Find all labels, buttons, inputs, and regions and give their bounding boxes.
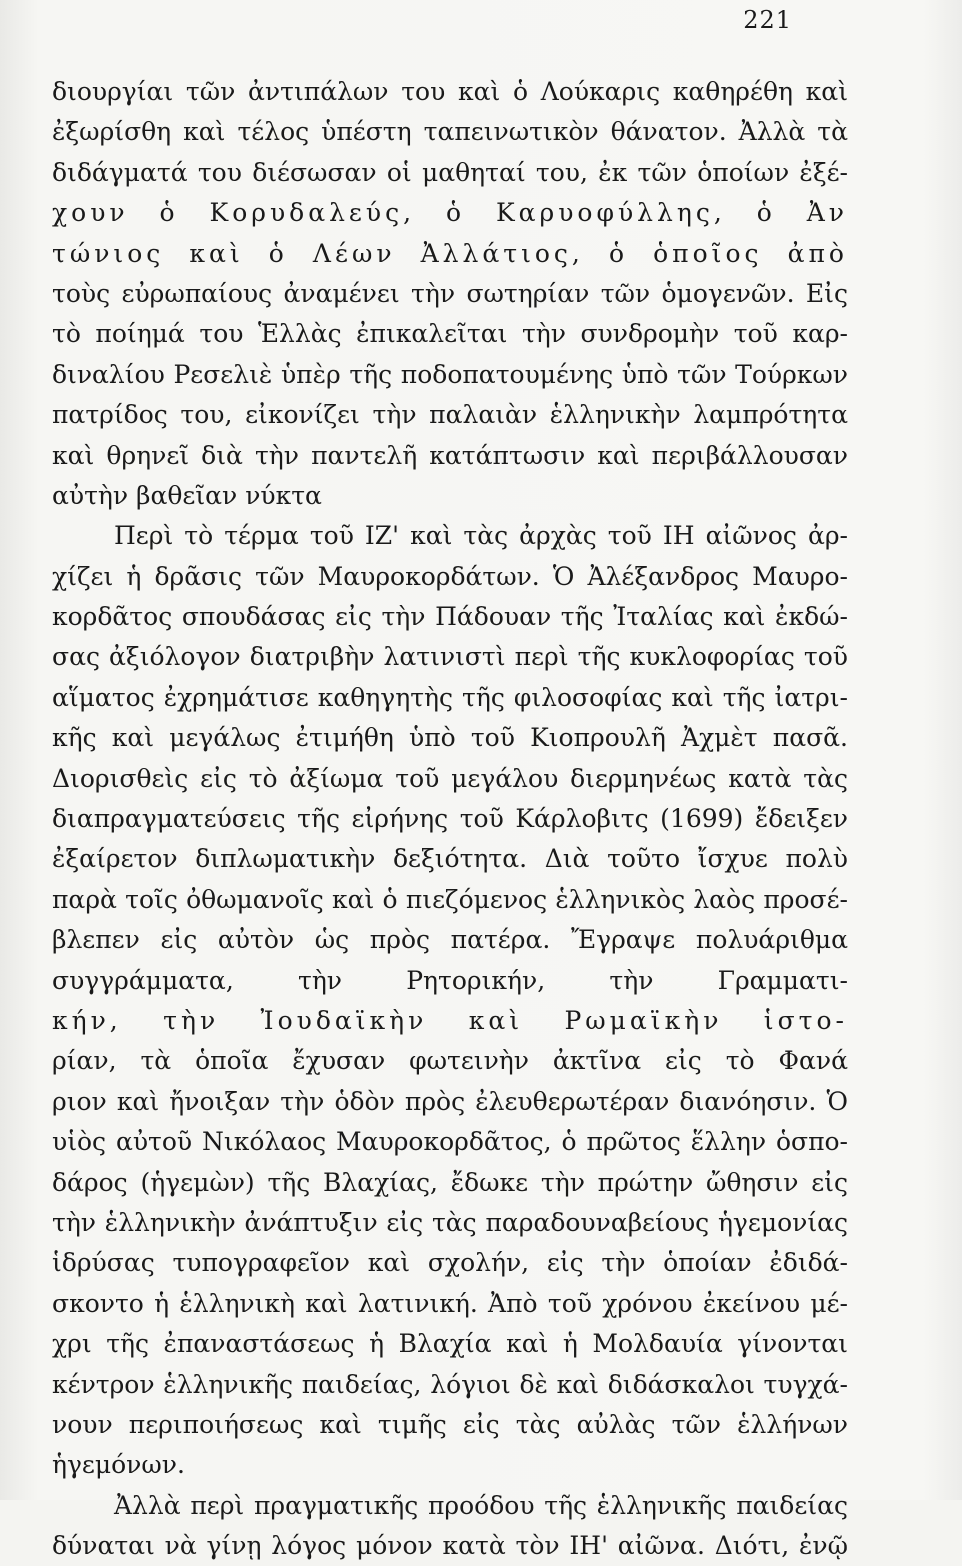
text-line: υἱὸς αὐτοῦ Νικόλαος Μαυροκορδᾶτος, ὁ πρῶτος ἕλλην ὁσπο- — [52, 1127, 848, 1157]
text-line: Ἀλλὰ περὶ πραγματικῆς προόδου τῆς ἑλληνικῆς παιδείας — [114, 1490, 848, 1520]
text-line: βλεπεν εἰς αὐτὸν ὡς πρὸς πατέρα. Ἔγραψε πολυάριθμα — [52, 925, 848, 955]
text-line: ριον καὶ ἤνοιξαν τὴν ὁδὸν πρὸς ἐλευθερωτέραν διανόησιν. Ὁ — [52, 1086, 848, 1116]
text-line: κῆς καὶ μεγάλως ἐτιμήθη ὑπὸ τοῦ Κιοπρουλῆ Ἀχμὲτ πασᾶ. — [52, 723, 848, 753]
text-line: δάρος (ἡγεμὼν) τῆς Βλαχίας, ἔδωκε τὴν πρώτην ὤθησιν εἰς — [52, 1167, 848, 1197]
text-line: διαπραγματεύσεις τῆς εἰρήνης τοῦ Κάρλοβιτς (1699) ἔδειξεν — [52, 804, 848, 834]
text-line: τὴν ἑλληνικὴν ἀνάπτυξιν εἰς τὰς παραδουναβείους ἡγεμονίας — [52, 1207, 848, 1237]
text-line: διδάγματά του διέσωσαν οἱ μαθηταί του, ἐκ τῶν ὁποίων ἐξέ- — [52, 157, 848, 187]
text-line: τώνιος καὶ ὁ Λέων Ἀλλάτιος, ὁ ὁποῖος ἀπὸ — [52, 238, 848, 268]
text-line: τὸ ποίημά του Ἑλλὰς ἐπικαλεῖται τὴν συνδρομὴν τοῦ καρ- — [52, 319, 848, 349]
text-line: Περὶ τὸ τέρμα τοῦ ΙΖ' καὶ τὰς ἀρχὰς τοῦ ΙΗ αἰῶνος ἀρ- — [114, 521, 848, 551]
body-text — [52, 72, 848, 1566]
text-line: σας ἀξιόλογον διατριβὴν λατινιστὶ περὶ τῆς κυκλοφορίας τοῦ — [52, 642, 848, 672]
text-line: παρὰ τοῖς ὀθωμανοῖς καὶ ὁ πιεζόμενος ἑλληνικὸς λαὸς προσέ- — [52, 884, 848, 914]
text-line: διναλίου Ρεσελιὲ ὑπὲρ τῆς ποδοπατουμένης ὑπὸ τῶν Τούρκων — [52, 359, 848, 389]
text-line: Διορισθεὶς εἰς τὸ ἀξίωμα τοῦ μεγάλου διερμηνέως κατὰ τὰς — [52, 763, 848, 793]
text-line: κορδᾶτος σπουδάσας εἰς τὴν Πάδουαν τῆς Ἰταλίας καὶ ἐκδώ- — [52, 602, 848, 632]
text-line: ἡγεμόνων. — [52, 1450, 185, 1480]
text-line: ἐξαίρετον διπλωματικὴν δεξιότητα. Διὰ τοῦτο ἴσχυε πολὺ — [52, 844, 848, 874]
text-line: ρίαν, τὰ ὁποῖα ἔχυσαν φωτεινὴν ἀκτῖνα εἰς τὸ Φανά — [52, 1046, 848, 1076]
text-line: τοὺς εὐρωπαίους ἀναμένει τὴν σωτηρίαν τῶν ὁμογενῶν. Εἰς — [52, 278, 848, 308]
text-line: συγγράμματα, τὴν Ρητορικήν, τὴν Γραμματι- — [52, 965, 848, 995]
text-line: αἵματος ἐχρημάτισε καθηγητὴς τῆς φιλοσοφίας καὶ τῆς ἰατρι- — [52, 682, 848, 712]
text-line: χουν ὁ Κορυδαλεύς, ὁ Καρυοφύλλης, ὁ Ἀν — [52, 198, 848, 228]
text-line: σκοντο ἡ ἑλληνικὴ καὶ λατινική. Ἀπὸ τοῦ χρόνου ἐκείνου μέ- — [52, 1288, 848, 1318]
text-line: δύναται νὰ γίνῃ λόγος μόνον κατὰ τὸν ΙΗ' αἰῶνα. Διότι, ἐνῷ — [52, 1531, 848, 1561]
text-line: ἱδρύσας τυπογραφεῖον καὶ σχολήν, εἰς τὴν ὁποίαν ἐδιδά- — [52, 1248, 848, 1278]
text-line: νουν περιποιήσεως καὶ τιμῆς εἰς τὰς αὐλὰς τῶν ἑλλήνων — [52, 1409, 848, 1439]
text-line: κέντρον ἑλληνικῆς παιδείας, λόγιοι δὲ καὶ διδάσκαλοι τυγχά- — [52, 1369, 848, 1399]
text-line: διουργίαι τῶν ἀντιπάλων του καὶ ὁ Λούκαρις καθηρέθη καὶ — [52, 77, 848, 106]
text-line: χρι τῆς ἐπαναστάσεως ἡ Βλαχία καὶ ἡ Μολδαυία γίνονται — [52, 1329, 848, 1359]
text-line: κήν, τὴν Ἰουδαϊκὴν καὶ Ρωμαϊκὴν ἱστο- — [52, 1005, 848, 1035]
page-number: 221 — [743, 6, 792, 34]
text-line: καὶ θρηνεῖ διὰ τὴν παντελῆ κατάπτωσιν καὶ περιβάλλουσαν — [52, 440, 848, 470]
text-line: χίζει ἡ δρᾶσις τῶν Μαυροκορδάτων. Ὁ Ἀλέξανδρος Μαυρο- — [52, 561, 848, 591]
text-line: ἐξωρίσθη καὶ τέλος ὑπέστη ταπεινωτικὸν θάνατον. Ἀλλὰ τὰ — [52, 117, 848, 147]
text-line: πατρίδος του, εἰκονίζει τὴν παλαιὰν ἑλληνικὴν λαμπρότητα — [52, 400, 848, 430]
text-line: αὐτὴν βαθεῖαν νύκτα — [52, 480, 322, 510]
